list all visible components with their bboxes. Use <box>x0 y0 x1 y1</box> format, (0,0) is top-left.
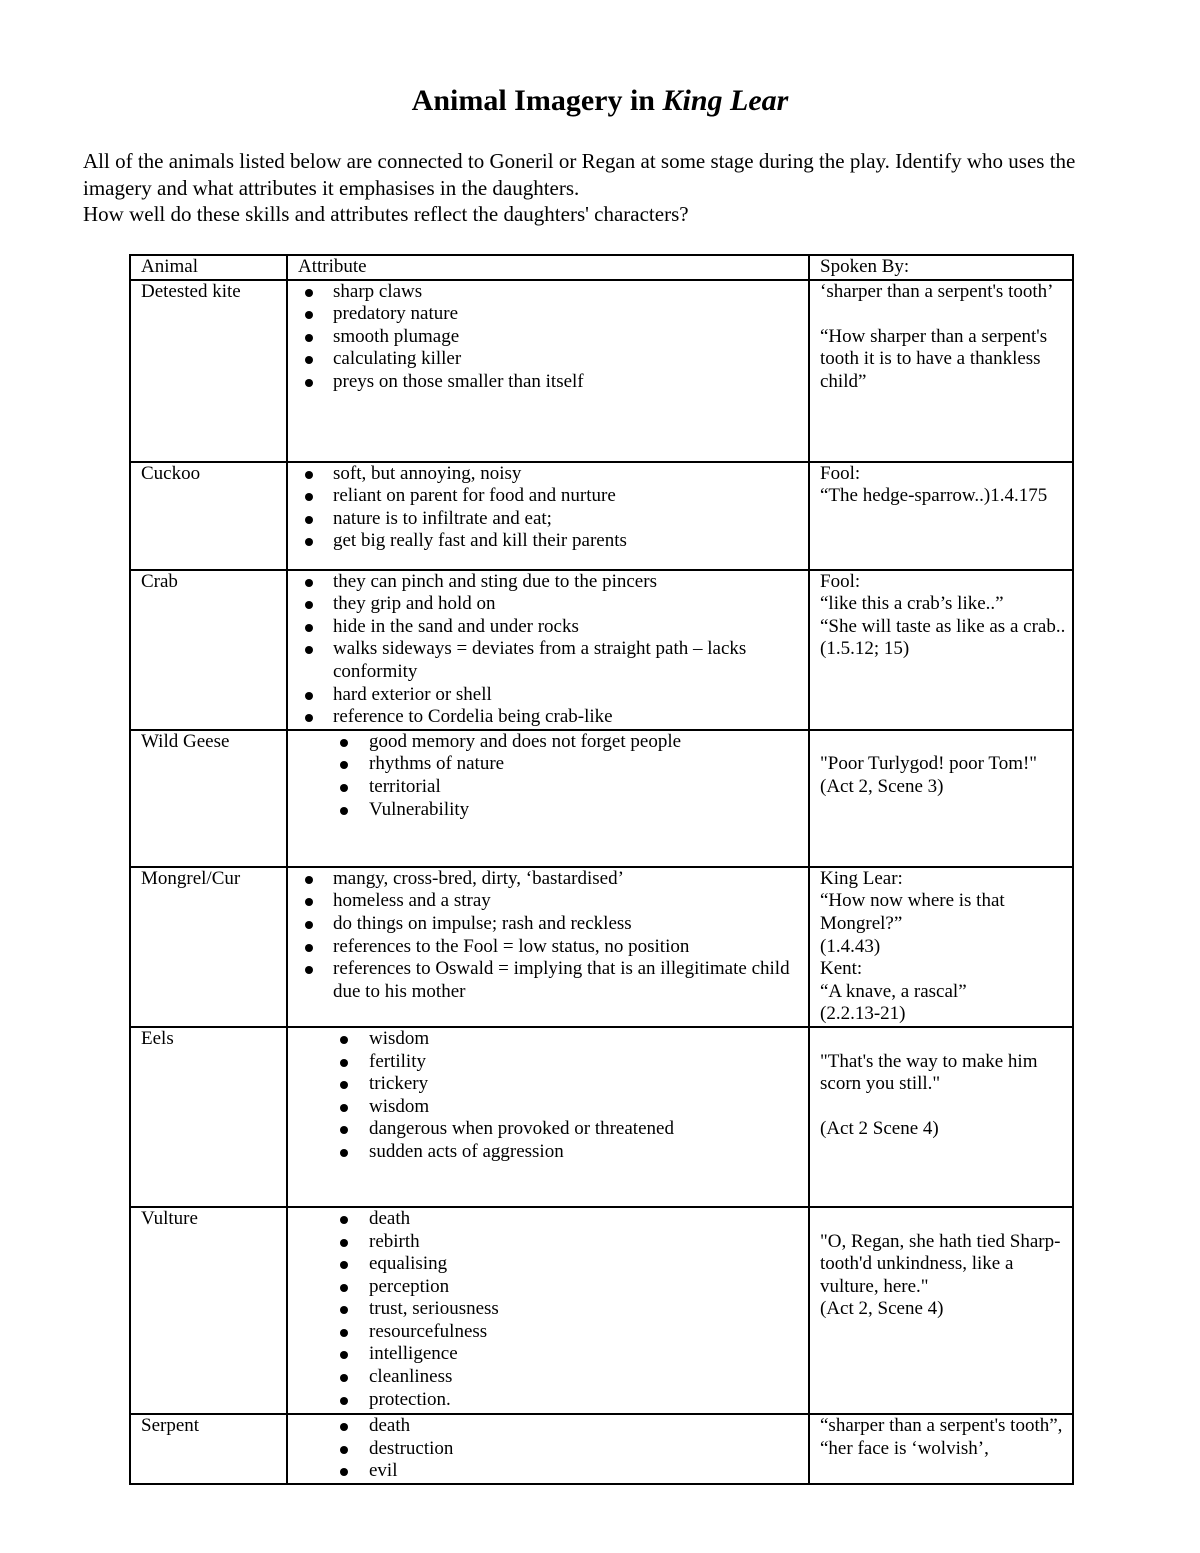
quote-reference: (Act 2, Scene 4) <box>820 1298 944 1320</box>
list-item: do things on impulse; rash and reckless <box>333 913 804 936</box>
list-item: hide in the sand and under rocks <box>333 616 804 639</box>
list-item: they can pinch and sting due to the pincers <box>333 571 804 594</box>
table-row <box>130 280 1073 462</box>
quote-reference: (Act 2, Scene 3) <box>820 775 944 797</box>
spoken-by-cell <box>809 867 1073 1027</box>
attribute-cell <box>287 280 809 462</box>
list-item: calculating killer <box>333 348 804 371</box>
header-attribute: Attribute <box>287 255 809 280</box>
animal-cell: Eels <box>130 1027 287 1207</box>
list-item: nature is to infiltrate and eat; <box>333 508 804 531</box>
attribute-cell <box>287 570 809 730</box>
quote-line: “The hedge-sparrow..)1.4.175 <box>820 485 1048 507</box>
list-item: resourcefulness <box>369 1321 804 1344</box>
list-item: fertility <box>369 1051 804 1074</box>
attribute-cell <box>287 1027 809 1207</box>
list-item: trickery <box>369 1073 804 1096</box>
spoken-by-cell <box>809 1027 1073 1207</box>
list-item: preys on those smaller than itself <box>333 371 804 394</box>
list-item: soft, but annoying, noisy <box>333 463 804 486</box>
quote-reference: (1.4.43) <box>820 935 881 957</box>
list-item: intelligence <box>369 1343 804 1366</box>
list-item: death <box>369 1208 804 1231</box>
list-item: equalising <box>369 1253 804 1276</box>
list-item: reference to Cordelia being crab-like <box>333 706 804 729</box>
attribute-list <box>298 281 804 394</box>
list-item: references to the Fool = low status, no position <box>333 936 804 959</box>
attribute-list <box>298 1028 804 1164</box>
table-row <box>130 1414 1073 1484</box>
spoken-by-cell <box>809 1414 1073 1484</box>
attribute-list <box>298 731 804 821</box>
list-item: mangy, cross-bred, dirty, ‘bastardised’ <box>333 868 804 891</box>
title-play-name: King Lear <box>662 84 789 117</box>
list-item: smooth plumage <box>333 326 804 349</box>
attribute-list <box>298 571 804 729</box>
table-row <box>130 462 1073 570</box>
spoken-by-cell <box>809 730 1073 867</box>
list-item: perception <box>369 1276 804 1299</box>
instructions-line-2: How well do these skills and attributes reflect the daughters' characters? <box>83 202 689 226</box>
list-item: walks sideways = deviates from a straight path – lacks conformity <box>333 638 804 683</box>
list-item: sharp claws <box>333 281 804 304</box>
attribute-cell <box>287 462 809 570</box>
list-item: sudden acts of aggression <box>369 1141 804 1164</box>
quote-line: "O, Regan, she hath tied Sharp-tooth'd unkindness, like a vulture, here." <box>820 1230 1061 1297</box>
list-item: protection. <box>369 1389 804 1412</box>
attribute-list <box>298 1208 804 1411</box>
page-title <box>0 84 1200 118</box>
list-item: death <box>369 1415 804 1438</box>
attribute-cell <box>287 1414 809 1484</box>
list-item: reliant on parent for food and nurture <box>333 485 804 508</box>
list-item: predatory nature <box>333 303 804 326</box>
animal-cell: Mongrel/Cur <box>130 867 287 1027</box>
list-item: dangerous when provoked or threatened <box>369 1118 804 1141</box>
instructions <box>83 148 1143 228</box>
list-item: destruction <box>369 1438 804 1461</box>
speaker-label: Kent: <box>820 958 863 980</box>
quote-line: “like this a crab’s like..” <box>820 593 1004 615</box>
speaker-label: King Lear: <box>820 867 903 889</box>
quote-line: “A knave, a rascal” <box>820 980 967 1002</box>
list-item: homeless and a stray <box>333 890 804 913</box>
speaker-label: Fool: <box>820 462 861 484</box>
list-item: rebirth <box>369 1231 804 1254</box>
attribute-cell <box>287 1207 809 1414</box>
list-item: evil <box>369 1460 804 1483</box>
attribute-list <box>298 463 804 553</box>
quote-reference: (Act 2 Scene 4) <box>820 1118 939 1140</box>
animal-cell: Wild Geese <box>130 730 287 867</box>
quote-reference: (1.5.12; 15) <box>820 638 910 660</box>
instructions-line-1: All of the animals listed below are connected to Goneril or Regan at some stage during the play. Identify who uses the imagery and what attributes it emphasises in the daughters. <box>83 149 1076 200</box>
list-item: cleanliness <box>369 1366 804 1389</box>
quote-reference: (2.2.13-21) <box>820 1003 906 1025</box>
spoken-by-cell <box>809 280 1073 462</box>
list-item: territorial <box>369 776 804 799</box>
header-spoken-by: Spoken By: <box>809 255 1073 280</box>
list-item: they grip and hold on <box>333 593 804 616</box>
attribute-list <box>298 868 804 1004</box>
list-item: Vulnerability <box>369 799 804 822</box>
quote-line: “How sharper than a serpent's tooth it is to have a thankless child” <box>820 325 1048 392</box>
list-item: good memory and does not forget people <box>369 731 804 754</box>
attribute-list <box>298 1415 804 1483</box>
quote-line: “She will taste as like as a crab.. <box>820 615 1066 637</box>
quote-line: “sharper than a serpent's tooth”, “her face is ‘wolvish’, <box>820 1414 1063 1459</box>
table-row <box>130 1207 1073 1414</box>
list-item: wisdom <box>369 1096 804 1119</box>
animal-cell: Detested kite <box>130 280 287 462</box>
spoken-by-cell <box>809 462 1073 570</box>
list-item: trust, seriousness <box>369 1298 804 1321</box>
list-item: references to Oswald = implying that is an illegitimate child due to his mother <box>333 958 804 1003</box>
animal-cell: Vulture <box>130 1207 287 1414</box>
animal-imagery-table <box>129 254 1074 1485</box>
table-row <box>130 730 1073 867</box>
animal-cell: Serpent <box>130 1414 287 1484</box>
spoken-by-cell <box>809 1207 1073 1414</box>
table-row <box>130 1027 1073 1207</box>
list-item: get big really fast and kill their parents <box>333 530 804 553</box>
title-prefix: Animal Imagery in <box>411 84 655 117</box>
header-animal: Animal <box>130 255 287 280</box>
speaker-label: Fool: <box>820 570 861 592</box>
quote-line: ‘sharper than a serpent's tooth’ <box>820 280 1054 302</box>
table-header-row <box>130 255 1073 280</box>
list-item: hard exterior or shell <box>333 684 804 707</box>
spoken-by-cell <box>809 570 1073 730</box>
list-item: rhythms of nature <box>369 753 804 776</box>
quote-line: "That's the way to make him scorn you still." <box>820 1050 1038 1095</box>
attribute-cell <box>287 867 809 1027</box>
animal-cell: Crab <box>130 570 287 730</box>
attribute-cell <box>287 730 809 867</box>
animal-cell: Cuckoo <box>130 462 287 570</box>
quote-line: "Poor Turlygod! poor Tom!" <box>820 753 1038 775</box>
table-row <box>130 570 1073 730</box>
table-row <box>130 867 1073 1027</box>
quote-line: “How now where is that Mongrel?” <box>820 890 1005 934</box>
list-item: wisdom <box>369 1028 804 1051</box>
